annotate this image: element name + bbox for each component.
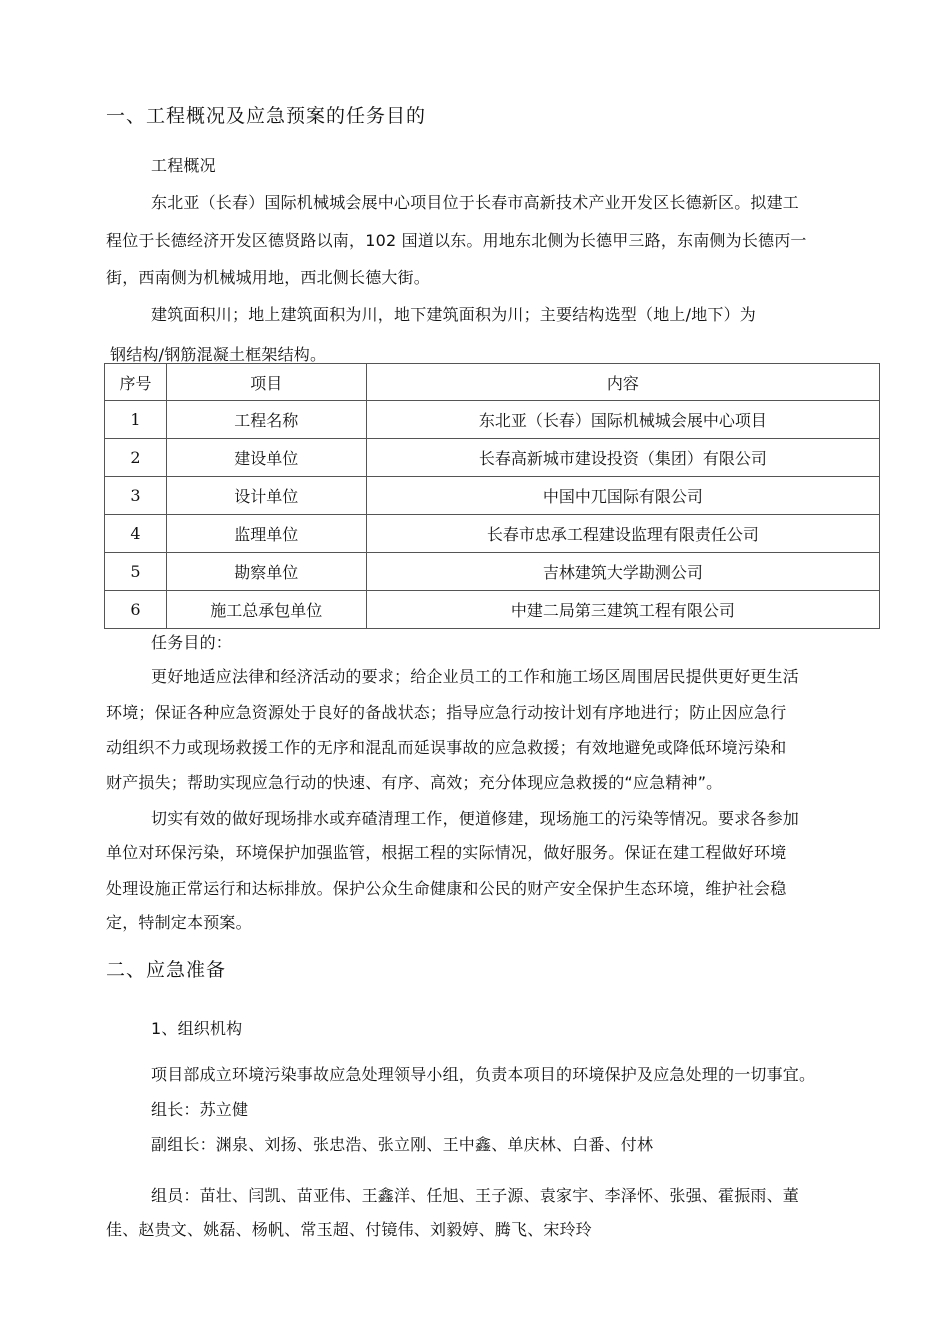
purpose-line-5: 切实有效的做好现场排水或弃碴清理工作，便道修建，现场施工的污染等情况。要求各参加 [151,809,800,828]
deputy-line: 副组长：渊泉、刘扬、张忠浩、张立刚、王中鑫、单庆林、白番、付林 [151,1135,654,1154]
table-cell-item: 勘察单位 [166,553,366,591]
table-cell-index: 3 [105,477,167,515]
table-row [105,439,880,477]
table-cell-index: 2 [105,439,167,477]
table-cell-content: 长春市忠承工程建设监理有限责任公司 [366,515,879,553]
purpose-title: 任务目的： [151,633,233,652]
table-row [105,553,880,591]
table-cell-item: 设计单位 [166,477,366,515]
leader-line: 组长：苏立健 [151,1100,249,1119]
overview-line-5: 钢结构/钢筋混凝土框架结构。 [110,345,327,364]
purpose-line-8: 定，特制定本预案。 [106,913,252,932]
table-cell-index: 4 [105,515,167,553]
table-row [105,591,880,629]
purpose-line-1: 更好地适应法律和经济活动的要求；给企业员工的工作和施工场区周围居民提供更好更生活 [151,667,800,686]
table-header-row [105,364,880,401]
table-cell-content: 中国中兀国际有限公司 [366,477,879,515]
table-cell-item: 工程名称 [166,401,366,439]
table-row [105,401,880,439]
org-intro: 项目部成立环境污染事故应急处理领导小组，负责本项目的环境保护及应急处理的一切事宜。 [151,1065,816,1084]
overview-line-2: 程位于长德经济开发区德贤路以南，102 国道以东。用地东北侧为长德甲三路，东南侧为长德丙一 [106,231,807,250]
overview-title: 工程概况 [151,156,216,175]
purpose-line-2: 环境；保证各种应急资源处于良好的备战状态；指导应急行动按计划有序地进行；防止因应急行 [106,703,787,722]
table-cell-item: 监理单位 [166,515,366,553]
overview-line-4: 建筑面积川；地上建筑面积为川，地下建筑面积为川；主要结构选型（地上/地下）为 [151,305,756,324]
table-header-cell: 项目 [166,364,366,401]
org-title: 1、组织机构 [151,1019,243,1038]
members-line-1: 组员：苗壮、闫凯、苗亚伟、王鑫洋、任旭、王子源、袁家宇、李泽怀、张强、霍振雨、董 [151,1186,800,1205]
table-header-cell: 内容 [366,364,879,401]
members-line-2: 佳、赵贵文、姚磊、杨帆、常玉超、付镜伟、刘毅婷、腾飞、宋玲玲 [106,1220,593,1239]
section2-heading: 二、应急准备 [106,959,227,981]
project-info-table [104,363,880,629]
table-cell-index: 1 [105,401,167,439]
table-cell-item: 施工总承包单位 [166,591,366,629]
table-cell-content: 东北亚（长春）国际机械城会展中心项目 [366,401,879,439]
table-cell-index: 5 [105,553,167,591]
overview-line-1: 东北亚（长春）国际机械城会展中心项目位于长春市高新技术产业开发区长德新区。拟建工 [151,193,800,212]
section1-heading: 一、工程概况及应急预案的任务目的 [106,105,427,127]
purpose-line-3: 动组织不力或现场救援工作的无序和混乱而延误事故的应急救援；有效地避免或降低环境污染和 [106,738,787,757]
purpose-line-7: 处理设施正常运行和达标排放。保护公众生命健康和公民的财产安全保护生态环境，维护社会稳 [106,879,787,898]
table-header-cell: 序号 [105,364,167,401]
table-cell-item: 建设单位 [166,439,366,477]
table-row [105,477,880,515]
table-cell-content: 中建二局第三建筑工程有限公司 [366,591,879,629]
table-cell-content: 吉林建筑大学勘测公司 [366,553,879,591]
purpose-line-6: 单位对环保污染，环境保护加强监管，根据工程的实际情况，做好服务。保证在建工程做好环境 [106,843,787,862]
table-cell-index: 6 [105,591,167,629]
table-row [105,515,880,553]
overview-line-3: 街，西南侧为机械城用地，西北侧长德大街。 [106,268,431,287]
table-cell-content: 长春高新城市建设投资（集团）有限公司 [366,439,879,477]
purpose-line-4: 财产损失；帮助实现应急行动的快速、有序、高效；充分体现应急救援的“应急精神”。 [106,773,723,792]
